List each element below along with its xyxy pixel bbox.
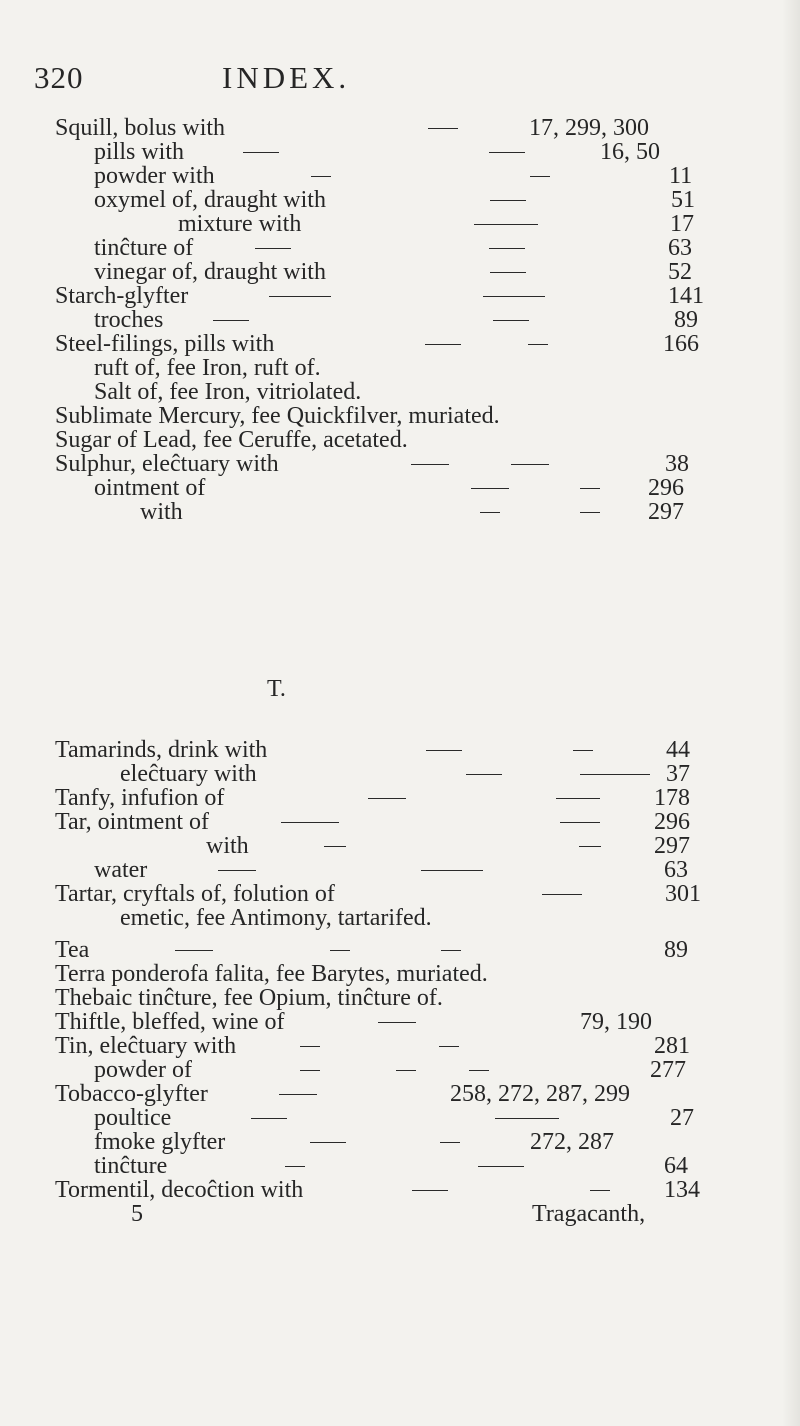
entry-term: Terra ponderofa falita, fee Barytes, muriated. (55, 961, 488, 987)
page-reference: 297 (654, 833, 690, 859)
leader-dash (281, 822, 339, 823)
leader-dash (495, 1118, 559, 1119)
entry-term: Sublimate Mercury, fee Quickfilver, muriated. (55, 403, 500, 429)
leader-dash (483, 296, 545, 297)
page-reference: 16, 50 (600, 139, 660, 165)
page-reference: 37 (666, 761, 690, 787)
leader-dash (368, 798, 406, 799)
leader-dash (441, 950, 461, 951)
entry-term: ointment of (94, 475, 206, 501)
entry-term: vinegar of, draught with (94, 259, 326, 285)
entry-term: Tea (55, 937, 90, 963)
page-reference: 89 (664, 937, 688, 963)
entry-term: Tamarinds, drink with (55, 737, 268, 763)
leader-dash (428, 128, 458, 129)
leader-dash (310, 1142, 346, 1143)
running-head: INDEX. (222, 60, 351, 95)
leader-dash (285, 1166, 305, 1167)
page-reference: 301 (665, 881, 701, 907)
entry-term: emetic, fee Antimony, tartarifed. (120, 905, 432, 931)
leader-dash (269, 296, 331, 297)
page-reference: 281 (654, 1033, 690, 1059)
leader-dash (175, 950, 213, 951)
page-reference: 134 (664, 1177, 700, 1203)
leader-dash (511, 464, 549, 465)
leader-dash (489, 152, 525, 153)
entry-term: Tartar, cryftals of, folution of (55, 881, 335, 907)
page-reference: 63 (668, 235, 692, 261)
leader-dash (580, 774, 650, 775)
catchword: Tragacanth, (532, 1201, 646, 1227)
page-reference: 258, 272, 287, 299 (450, 1081, 630, 1107)
entry-term: ruft of, fee Iron, ruft of. (94, 355, 321, 381)
leader-dash (439, 1046, 459, 1047)
entry-term: Thebaic tinĉture, fee Opium, tinĉture of. (55, 985, 443, 1011)
leader-dash (579, 846, 601, 847)
page-reference: 296 (648, 475, 684, 501)
entry-term: water (94, 857, 148, 883)
entry-term: tinĉture (94, 1153, 168, 1179)
entry-term: Tanfy, infufion of (55, 785, 225, 811)
leader-dash (243, 152, 279, 153)
leader-dash (580, 512, 600, 513)
entry-term: Thiftle, bleffed, wine of (55, 1009, 285, 1035)
leader-dash (425, 344, 461, 345)
entry-term: tinĉture of (94, 235, 194, 261)
entry-term: Salt of, fee Iron, vitriolated. (94, 379, 362, 405)
leader-dash (300, 1070, 320, 1071)
page-reference: 63 (664, 857, 688, 883)
leader-dash (440, 1142, 460, 1143)
index-entry (0, 497, 800, 527)
entry-term: Tar, ointment of (55, 809, 209, 835)
signature-mark: 5 (131, 1201, 143, 1227)
leader-dash (493, 320, 529, 321)
entry-term: mixture with (178, 211, 302, 237)
entry-term: Squill, bolus with (55, 115, 226, 141)
entry-term: with (140, 499, 183, 525)
page-reference: 17 (670, 211, 694, 237)
page-reference: 64 (664, 1153, 688, 1179)
page-reference: 27 (670, 1105, 694, 1131)
page-reference: 297 (648, 499, 684, 525)
leader-dash (573, 750, 593, 751)
entry-term: Tormentil, decoĉtion with (55, 1177, 304, 1203)
page-reference: 11 (669, 163, 693, 189)
page-reference: 79, 190 (580, 1009, 652, 1035)
leader-dash (396, 1070, 416, 1071)
entry-term: with (206, 833, 249, 859)
entry-term: oxymel of, draught with (94, 187, 326, 213)
page-footer (0, 1199, 800, 1229)
section-letter: T. (267, 676, 286, 702)
page-reference: 166 (663, 331, 699, 357)
entry-term: fmoke glyfter (94, 1129, 226, 1155)
leader-dash (421, 870, 483, 871)
page-reference: 51 (671, 187, 695, 213)
leader-dash (311, 176, 331, 177)
entry-term: Tin, eleĉtuary with (55, 1033, 237, 1059)
leader-dash (478, 1166, 524, 1167)
page-reference: 178 (654, 785, 690, 811)
leader-dash (213, 320, 249, 321)
page-reference: 277 (650, 1057, 686, 1083)
leader-dash (542, 894, 582, 895)
leader-dash (218, 870, 256, 871)
leader-dash (324, 846, 346, 847)
leader-dash (474, 224, 538, 225)
leader-dash (560, 822, 600, 823)
leader-dash (466, 774, 502, 775)
entry-term: Sulphur, eleĉtuary with (55, 451, 279, 477)
page-reference: 17, 299, 300 (529, 115, 649, 141)
leader-dash (426, 750, 462, 751)
leader-dash (412, 1190, 448, 1191)
leader-dash (471, 488, 509, 489)
page-reference: 89 (674, 307, 698, 333)
entry-term: powder with (94, 163, 215, 189)
leader-dash (411, 464, 449, 465)
entry-term: powder of (94, 1057, 192, 1083)
leader-dash (469, 1070, 489, 1071)
page-reference: 52 (668, 259, 692, 285)
entry-term: poultice (94, 1105, 172, 1131)
page-reference: 38 (665, 451, 689, 477)
leader-dash (528, 344, 548, 345)
entry-term: Tobacco-glyfter (55, 1081, 208, 1107)
leader-dash (590, 1190, 610, 1191)
page-reference: 296 (654, 809, 690, 835)
leader-dash (489, 248, 525, 249)
leader-dash (556, 798, 600, 799)
leader-dash (490, 200, 526, 201)
entry-term: Sugar of Lead, fee Ceruffe, acetated. (55, 427, 408, 453)
leader-dash (378, 1022, 416, 1023)
leader-dash (530, 176, 550, 177)
leader-dash (490, 272, 526, 273)
leader-dash (580, 488, 600, 489)
page-reference: 141 (668, 283, 704, 309)
index-entry (0, 903, 800, 933)
entry-term: Starch-glyfter (55, 283, 189, 309)
leader-dash (300, 1046, 320, 1047)
entry-term: eleĉtuary with (120, 761, 257, 787)
leader-dash (330, 950, 350, 951)
leader-dash (480, 512, 500, 513)
page-number: 320 (34, 60, 84, 95)
leader-dash (251, 1118, 287, 1119)
leader-dash (279, 1094, 317, 1095)
entry-term: pills with (94, 139, 185, 165)
entry-term: troches (94, 307, 164, 333)
leader-dash (255, 248, 291, 249)
entry-term: Steel-filings, pills with (55, 331, 275, 357)
page-reference: 272, 287 (530, 1129, 614, 1155)
page-reference: 44 (666, 737, 690, 763)
